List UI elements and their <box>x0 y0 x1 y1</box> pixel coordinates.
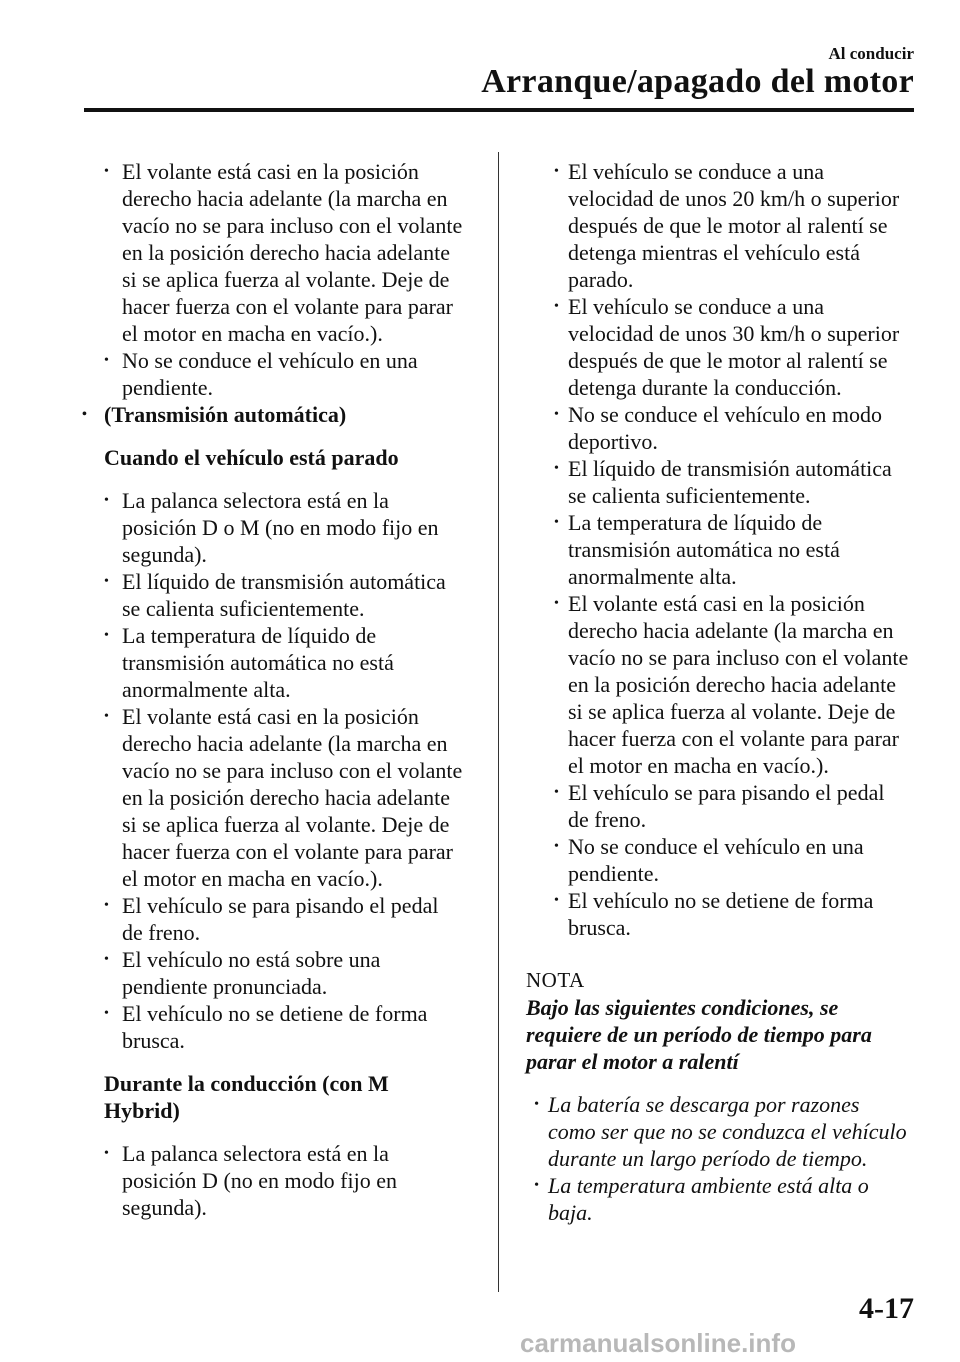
list-item-line: vacío no se para incluso con el volante <box>122 758 463 783</box>
nota-label: NOTA <box>526 968 585 992</box>
list-item <box>526 158 922 293</box>
nota-heading: Bajo las siguientes condiciones, se requiere de un período de tiempo para parar el motor a ralentí <box>526 995 872 1074</box>
list-item-line: deportivo. <box>568 429 658 454</box>
list-item <box>84 347 474 401</box>
bullet-icon: • <box>554 839 559 854</box>
list-item-line: El líquido de transmisión automática <box>122 569 446 594</box>
conduccion-list <box>84 1140 474 1221</box>
list-item-line: No se conduce el vehículo en una <box>122 348 418 373</box>
bullet-icon: • <box>554 461 559 476</box>
column-divider <box>498 152 499 1292</box>
list-item-line: derecho hacia adelante (la marcha en <box>568 618 894 643</box>
left-column <box>84 158 474 1221</box>
transmission-heading: • (Transmisión automática) <box>82 402 347 427</box>
nota-list <box>526 1091 922 1226</box>
bullet-icon: • <box>104 898 109 913</box>
list-item <box>84 892 474 946</box>
list-item <box>84 568 474 622</box>
list-item <box>526 401 922 455</box>
list-item <box>84 703 474 892</box>
list-item-line: La batería se descarga por razones <box>548 1092 860 1117</box>
header-section-label: Al conducir <box>828 44 914 63</box>
bullet-icon: • <box>82 407 87 422</box>
list-item <box>526 887 922 941</box>
list-item-line: el motor en macha en vacío.). <box>122 866 383 891</box>
list-item-line: detenga durante la conducción. <box>568 375 842 400</box>
list-item-line: posición D (no en modo fijo en <box>122 1168 397 1193</box>
list-item <box>526 779 922 833</box>
bullet-icon: • <box>554 596 559 611</box>
list-item-line: No se conduce el vehículo en una <box>568 834 864 859</box>
list-item-line: anormalmente alta. <box>568 564 737 589</box>
list-item-line: derecho hacia adelante (la marcha en <box>122 731 448 756</box>
list-item-line: pendiente pronunciada. <box>122 974 328 999</box>
list-item-line: La palanca selectora está en la <box>122 1141 389 1166</box>
list-item-line: El vehículo se conduce a una <box>568 294 824 319</box>
list-item-line: posición D o M (no en modo fijo en <box>122 515 439 540</box>
list-item-line: brusca. <box>122 1028 185 1053</box>
bullet-icon: • <box>554 785 559 800</box>
right-column <box>526 158 922 1226</box>
bullet-icon: • <box>104 709 109 724</box>
list-item-line: La temperatura de líquido de <box>568 510 823 535</box>
list-item-line: pendiente. <box>568 861 660 886</box>
list-item-line: derecho hacia adelante (la marcha en <box>122 186 448 211</box>
list-item-line: de freno. <box>122 920 201 945</box>
list-item-line: velocidad de unos 30 km/h o superior <box>568 321 900 346</box>
list-item-line: El vehículo no está sobre una <box>122 947 381 972</box>
list-item-line: El volante está casi en la posición <box>568 591 865 616</box>
list-item-line: detenga mientras el vehículo está <box>568 240 860 265</box>
list-item-line: si se aplica fuerza al volante. Deje de <box>122 812 450 837</box>
list-item-line: después de que le motor al ralentí se <box>568 348 888 373</box>
list-item-line: segunda). <box>122 542 207 567</box>
bullet-icon: • <box>534 1097 539 1112</box>
bullet-icon: • <box>554 515 559 530</box>
list-item-line: si se aplica fuerza al volante. Deje de <box>122 267 450 292</box>
list-item-line: transmisión automática no está <box>568 537 840 562</box>
list-item <box>526 455 922 509</box>
list-item <box>526 590 922 779</box>
list-item-line: vacío no se para incluso con el volante <box>568 645 909 670</box>
list-item-line: baja. <box>548 1200 593 1225</box>
list-item-line: El vehículo se para pisando el pedal <box>122 893 439 918</box>
list-item-line: si se aplica fuerza al volante. Deje de <box>568 699 896 724</box>
list-item-line: como ser que no se conduzca el vehículo <box>548 1119 907 1144</box>
bullet-icon: • <box>554 164 559 179</box>
list-item <box>526 293 922 401</box>
conduccion-heading: Durante la conducción (con M Hybrid) <box>104 1071 389 1123</box>
list-item-line: se calienta suficientemente. <box>568 483 811 508</box>
list-item-line: El volante está casi en la posición <box>122 704 419 729</box>
bullet-icon: • <box>104 628 109 643</box>
list-item-line: transmisión automática no está <box>122 650 394 675</box>
bullet-icon: • <box>104 353 109 368</box>
bullet-icon: • <box>104 493 109 508</box>
bullet-icon: • <box>534 1178 539 1193</box>
list-item <box>84 622 474 703</box>
bullet-icon: • <box>104 952 109 967</box>
parado-heading: Cuando el vehículo está parado <box>104 445 399 470</box>
list-item-line: El líquido de transmisión automática <box>568 456 892 481</box>
list-item-line: La temperatura de líquido de <box>122 623 377 648</box>
list-item-line: segunda). <box>122 1195 207 1220</box>
page-number: 4-17 <box>859 1292 914 1325</box>
list-item-line: El vehículo no se detiene de forma <box>568 888 874 913</box>
list-item-line: hacer fuerza con el volante para parar <box>122 839 453 864</box>
list-item-line: después de que le motor al ralentí se <box>568 213 888 238</box>
list-item-line: anormalmente alta. <box>122 677 291 702</box>
bullet-icon: • <box>554 299 559 314</box>
list-item <box>526 509 922 590</box>
bullet-icon: • <box>554 407 559 422</box>
list-item <box>526 1172 922 1226</box>
list-item <box>526 1091 922 1172</box>
list-item-line: en la posición derecho hacia adelante <box>568 672 897 697</box>
list-item <box>84 158 474 347</box>
bullet-icon: • <box>104 164 109 179</box>
list-item-line: No se conduce el vehículo en modo <box>568 402 883 427</box>
parado-list <box>84 487 474 1054</box>
list-item <box>526 833 922 887</box>
list-item <box>84 1140 474 1221</box>
list-item-line: hacer fuerza con el volante para parar <box>568 726 899 751</box>
watermark: carmanualsonline.info <box>520 1328 796 1358</box>
list-item-line: El vehículo no se detiene de forma <box>122 1001 428 1026</box>
list-item-line: se calienta suficientemente. <box>122 596 365 621</box>
list-item-line: brusca. <box>568 915 631 940</box>
list-item-line: La temperatura ambiente está alta o <box>548 1173 869 1198</box>
list-item-line: de freno. <box>568 807 647 832</box>
bullet-icon: • <box>104 1146 109 1161</box>
list-item-line: durante un largo período de tiempo. <box>548 1146 868 1171</box>
list-item-line: El volante está casi en la posición <box>122 159 419 184</box>
list-item-line: en la posición derecho hacia adelante <box>122 240 451 265</box>
list-item-line: parado. <box>568 267 634 292</box>
bullet-icon: • <box>104 574 109 589</box>
left-block1-list <box>84 158 474 401</box>
list-item <box>84 487 474 568</box>
page-title: Arranque/apagado del motor <box>481 63 914 100</box>
list-item-line: El vehículo se conduce a una <box>568 159 824 184</box>
header-rule <box>84 108 914 112</box>
list-item <box>84 946 474 1000</box>
list-item-line: el motor en macha en vacío.). <box>568 753 829 778</box>
list-item-line: El vehículo se para pisando el pedal <box>568 780 885 805</box>
right-list <box>526 158 922 941</box>
list-item-line: en la posición derecho hacia adelante <box>122 785 451 810</box>
list-item-line: velocidad de unos 20 km/h o superior <box>568 186 900 211</box>
list-item-line: el motor en macha en vacío.). <box>122 321 383 346</box>
list-item <box>84 1000 474 1054</box>
list-item-line: vacío no se para incluso con el volante <box>122 213 463 238</box>
list-item-line: hacer fuerza con el volante para parar <box>122 294 453 319</box>
list-item-line: pendiente. <box>122 375 214 400</box>
list-item-line: La palanca selectora está en la <box>122 488 389 513</box>
bullet-icon: • <box>554 893 559 908</box>
bullet-icon: • <box>104 1006 109 1021</box>
